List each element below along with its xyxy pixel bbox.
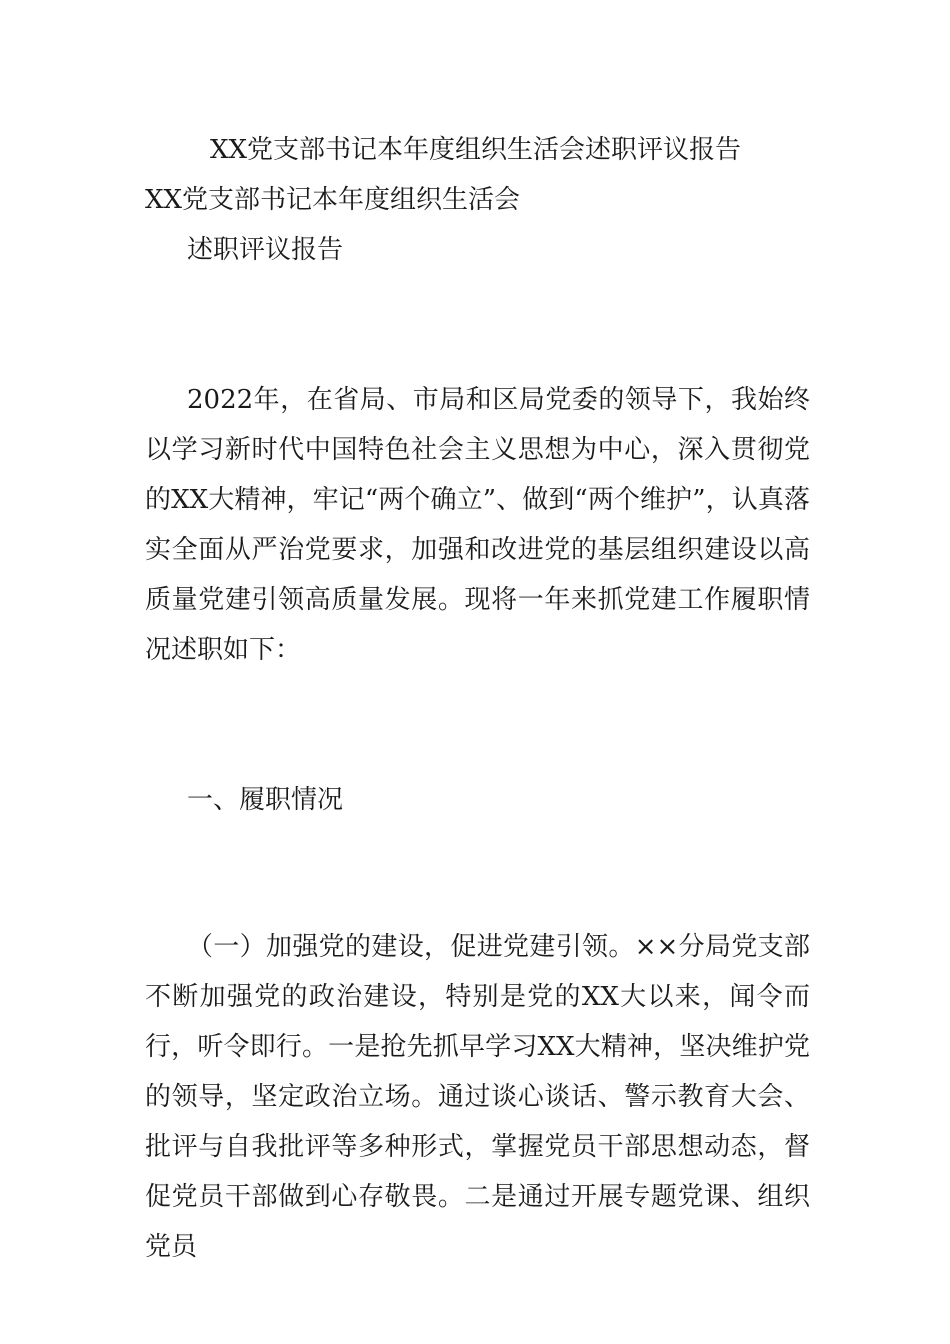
document-subtitle-line-1: XX党支部书记本年度组织生活会 <box>145 185 521 215</box>
section-heading: 一、履职情况 <box>187 785 344 815</box>
body-paragraph: （一）加强党的建设，促进党建引领。××分局党支部不断加强党的政治建设，特别是党的XX大以来，闻令而行，听令即行。一是抢先抓早学习XX大精神，坚决维护党的领导，坚定政治立场。通过谈心谈话、警示教育大会、批评与自我批评等多种形式，掌握党员干部思想动态，督促党员干部做到心存敬畏。二是通过开展专题党课、组织党员 <box>145 932 810 1262</box>
intro-paragraph: 2022年，在省局、市局和区局党委的领导下，我始终以学习新时代中国特色社会主义思想为中心，深入贯彻党的XX大精神，牢记“两个确立”、做到“两个维护”，认真落实全面从严治党要求，加强和改进党的基层组织建设以高质量党建引领高质量发展。现将一年来抓党建工作履职情况述职如下： <box>145 385 810 665</box>
document-title: XX党支部书记本年度组织生活会述职评议报告 <box>210 135 742 165</box>
document-subtitle-line-2: 述职评议报告 <box>187 235 344 265</box>
